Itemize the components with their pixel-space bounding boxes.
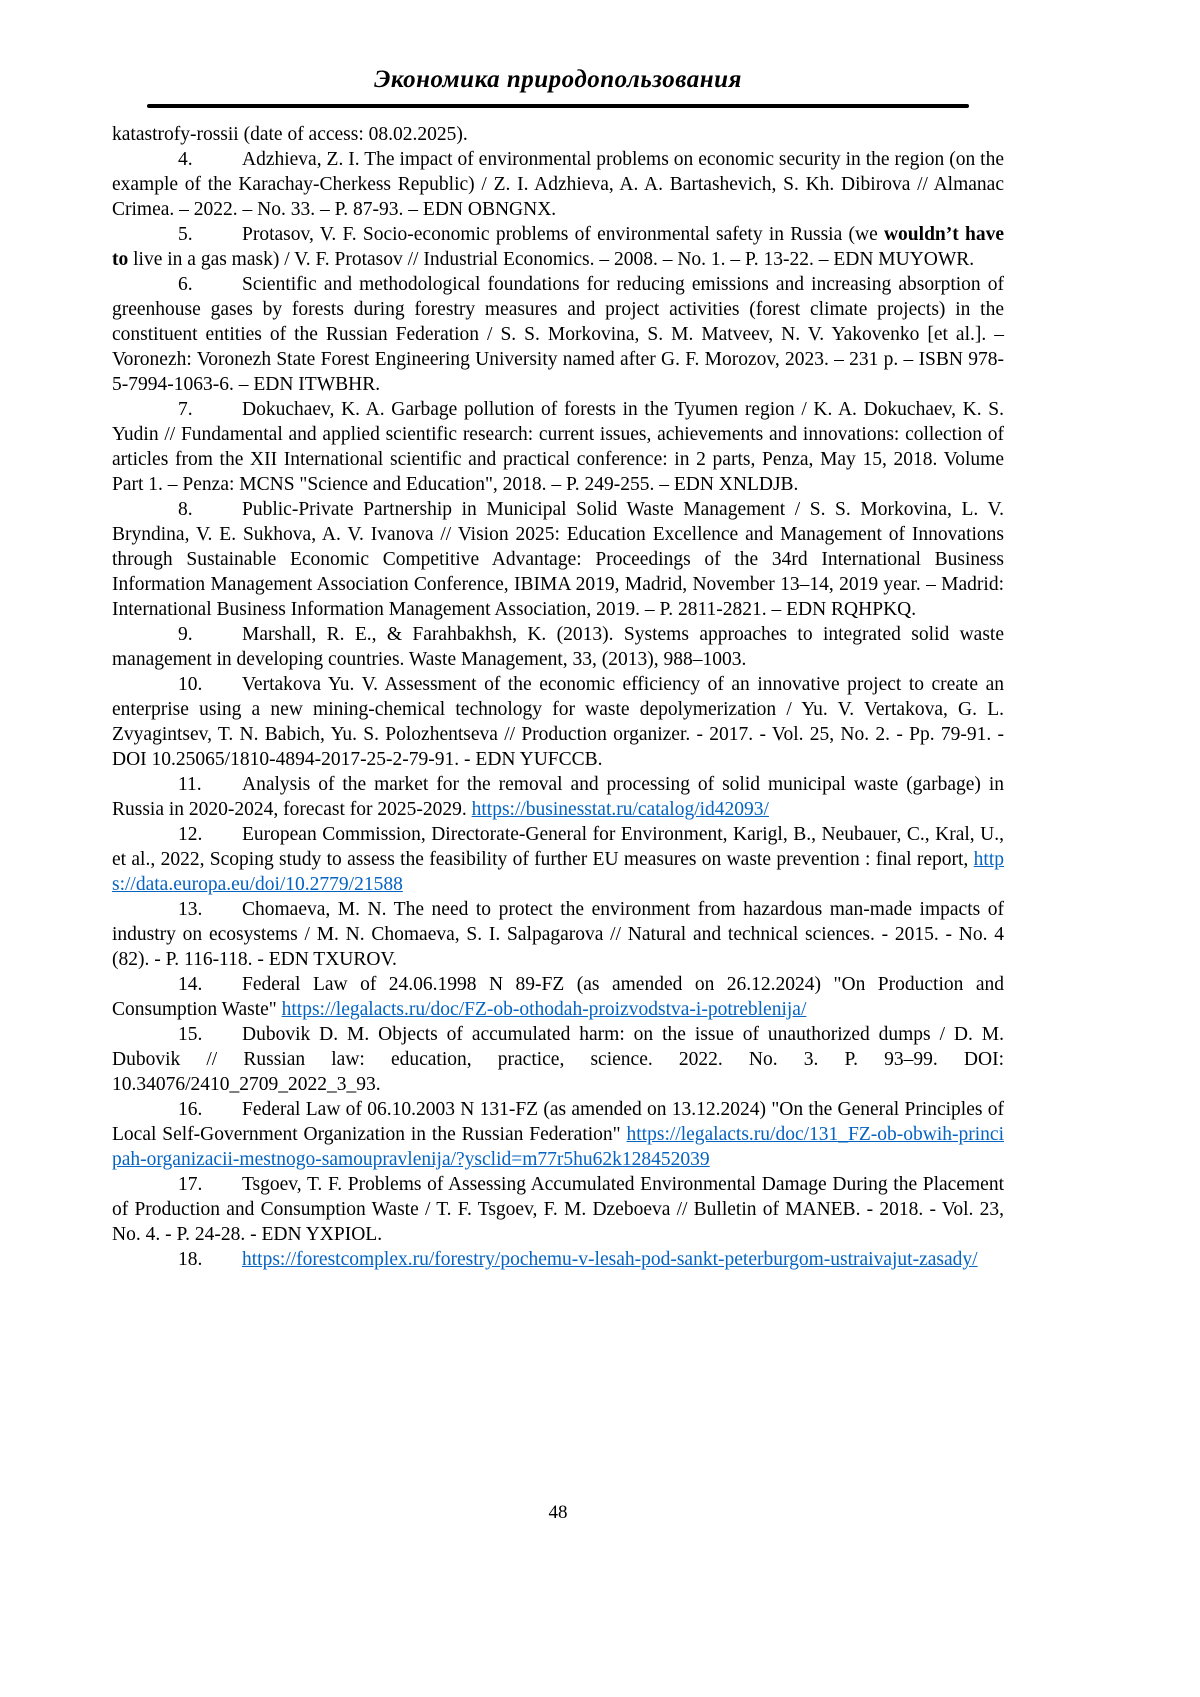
reference-number: 13. bbox=[178, 899, 203, 920]
reference-number: 12. bbox=[178, 824, 203, 845]
header-rule bbox=[147, 104, 969, 108]
reference-link[interactable]: https://businesstat.ru/catalog/id42093/ bbox=[471, 799, 769, 820]
reference-number: 6. bbox=[178, 274, 193, 295]
reference-number: 5. bbox=[178, 224, 193, 245]
reference-number: 16. bbox=[178, 1099, 203, 1120]
reference-text: Vertakova Yu. V. Assessment of the economic efficiency of an innovative project to create an enterprise using a new mining-chemical technology for waste depolymerization / Yu. V. Vertakova, G. L. Zvyagintsev, T. N. Babich, Yu. S. Polozhentseva // Production organizer. - 2017. - Vol. 25, No. 2. - Pp. 79-91. - DOI 10.25065/1810-4894-2017-25-2-79-91. - EDN YUFCCB. bbox=[112, 674, 1004, 770]
reference-number: 7. bbox=[178, 399, 193, 420]
reference-item-12 bbox=[112, 822, 1004, 897]
reference-number: 17. bbox=[178, 1174, 203, 1195]
reference-link[interactable]: https://data.europa.eu/doi/10.2779/21588 bbox=[112, 849, 1004, 895]
reference-item-6 bbox=[112, 272, 1004, 397]
reference-link[interactable]: https://legalacts.ru/doc/131_FZ-ob-obwih-principah-organizacii-mestnogo-samoupravlenija/?ysclid=m77r5hu62k128452039 bbox=[112, 1124, 1004, 1170]
reference-text-bold: wouldn’t have to bbox=[112, 224, 1004, 270]
continuation-paragraph: katastrofy-rossii (date of access: 08.02.2025). bbox=[112, 124, 468, 145]
reference-number: 9. bbox=[178, 624, 193, 645]
reference-item-7 bbox=[112, 397, 1004, 497]
page-footer bbox=[112, 1502, 1004, 1524]
reference-number: 8. bbox=[178, 499, 193, 520]
reference-text: Adzhieva, Z. I. The impact of environmental problems on economic security in the region (on the example of the Karachay-Cherkess Republic) / Z. I. Adzhieva, A. A. Bartashevich, S. Kh. Dibirova // Almanac Crimea. – 2022. – No. 33. – P. 87-93. – EDN OBNGNX. bbox=[112, 149, 1004, 220]
references-list bbox=[112, 122, 1004, 1272]
reference-text: Dubovik D. M. Objects of accumulated harm: on the issue of unauthorized dumps / D. M. Dubovik // Russian law: education, practice, science. 2022. No. 3. P. 93–99. DOI: 10.34076/2410_2709_2022_3_93. bbox=[112, 1024, 1004, 1095]
reference-text: Analysis of the market for the removal and processing of solid municipal waste (garbage) in Russia in 2020-2024, forecast for 2025-2029. bbox=[112, 774, 1004, 820]
reference-text: Federal Law of 24.06.1998 N 89-FZ (as amended on 26.12.2024) "On Production and Consumption Waste" bbox=[112, 974, 1004, 1020]
reference-link[interactable]: https://legalacts.ru/doc/FZ-ob-othodah-proizvodstva-i-potreblenija/ bbox=[281, 999, 807, 1020]
reference-text: Protasov, V. F. Socio-economic problems of environmental safety in Russia (we bbox=[242, 224, 878, 245]
reference-item-10 bbox=[112, 672, 1004, 772]
reference-text: European Commission, Directorate-General for Environment, Karigl, B., Neubauer, C., Kral, U., et al., 2022, Scoping study to assess the feasibility of further EU measures on waste prevention : final report, bbox=[112, 824, 1004, 870]
reference-item-4 bbox=[112, 147, 1004, 222]
reference-text: Public-Private Partnership in Municipal Solid Waste Management / S. S. Morkovina, L. V. Bryndina, V. E. Sukhova, A. V. Ivanova // Vision 2025: Education Excellence and Management of Innovations through Sustainable Economic Competitive Advantage: Proceedings of the 34rd International Business Information Management Association Conference, IBIMA 2019, Madrid, November 13–14, 2019 year. – Madrid: International Business Information Management Association, 2019. – P. 2811-2821. – EDN RQHPKQ. bbox=[112, 499, 1004, 620]
reference-number: 18. bbox=[178, 1249, 203, 1270]
reference-item-15 bbox=[112, 1022, 1004, 1097]
reference-item-13 bbox=[112, 897, 1004, 972]
reference-number: 15. bbox=[178, 1024, 203, 1045]
reference-item-9 bbox=[112, 622, 1004, 672]
reference-item-17 bbox=[112, 1172, 1004, 1247]
content-column bbox=[112, 0, 1004, 1272]
reference-text: Chomaeva, M. N. The need to protect the environment from hazardous man-made impacts of industry on ecosystems / M. N. Chomaeva, S. I. Salpagarova // Natural and technical sciences. - 2015. - No. 4 (82). - P. 116-118. - EDN TXUROV. bbox=[112, 899, 1004, 970]
reference-item-14 bbox=[112, 972, 1004, 1022]
reference-item-18 bbox=[112, 1247, 1004, 1272]
reference-item-11 bbox=[112, 772, 1004, 822]
reference-item-16 bbox=[112, 1097, 1004, 1172]
page-number: 48 bbox=[548, 1502, 568, 1523]
reference-text: Federal Law of 06.10.2003 N 131-FZ (as amended on 13.12.2024) "On the General Principles of Local Self-Government Organization in the Russian Federation" bbox=[112, 1099, 1004, 1145]
reference-text: Scientific and methodological foundations for reducing emissions and increasing absorption of greenhouse gases by forests during forestry measures and project activities (forest climate projects) in the constituent entities of the Russian Federation / S. S. Morkovina, S. M. Matveev, N. V. Yakovenko [et al.]. – Voronezh: Voronezh State Forest Engineering University named after G. F. Morozov, 2023. – 231 p. – ISBN 978-5-7994-1063-6. – EDN ITWBHR. bbox=[112, 274, 1004, 395]
journal-title: Экономика природопользования bbox=[374, 66, 742, 93]
reference-number: 10. bbox=[178, 674, 203, 695]
journal-header bbox=[112, 0, 1004, 108]
reference-text: Marshall, R. E., & Farahbakhsh, K. (2013). Systems approaches to integrated solid waste management in developing countries. Waste Management, 33, (2013), 988–1003. bbox=[112, 624, 1004, 670]
reference-number: 14. bbox=[178, 974, 203, 995]
reference-link[interactable]: https://forestcomplex.ru/forestry/pochemu-v-lesah-pod-sankt-peterburgom-ustraivajut-zasady/ bbox=[242, 1249, 978, 1270]
reference-number: 11. bbox=[178, 774, 202, 795]
reference-text: Tsgoev, T. F. Problems of Assessing Accumulated Environmental Damage During the Placement of Production and Consumption Waste / T. F. Tsgoev, F. M. Dzeboeva // Bulletin of MANEB. - 2018. - Vol. 23, No. 4. - P. 24-28. - EDN YXPIOL. bbox=[112, 1174, 1004, 1245]
reference-text: Dokuchaev, K. A. Garbage pollution of forests in the Tyumen region / K. A. Dokuchaev, K. S. Yudin // Fundamental and applied scientific research: current issues, achievements and innovations: collection of articles from the XII International scientific and practical conference: in 2 parts, Penza, May 15, 2018. Volume Part 1. – Penza: MCNS "Science and Education", 2018. – P. 249-255. – EDN XNLDJB. bbox=[112, 399, 1004, 495]
reference-item-8 bbox=[112, 497, 1004, 622]
reference-number: 4. bbox=[178, 149, 193, 170]
reference-item-5 bbox=[112, 222, 1004, 272]
reference-text: live in a gas mask) / V. F. Protasov // Industrial Economics. – 2008. – No. 1. – P. 13-22. – EDN MUYOWR. bbox=[133, 249, 975, 270]
